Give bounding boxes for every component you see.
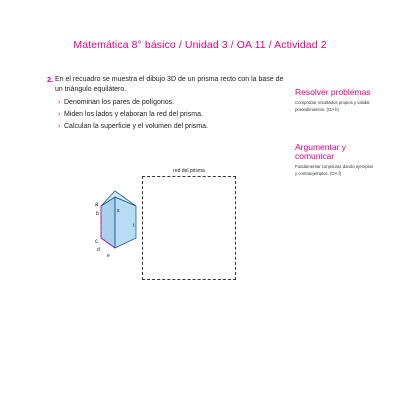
list-item-text: Miden los lados y elaboran la red del prisma.	[64, 111, 203, 118]
activity-list	[58, 97, 283, 133]
label-s: s	[117, 208, 120, 214]
list-item-text: Denominan los pares de polígonos.	[64, 99, 175, 106]
activity-statement: En el recuadro se muestra el dibujo 3D de un prisma recto con la base de un triángulo equilátero.	[55, 76, 284, 93]
page-title: Matemática 8° básico / Unidad 3 / OA 11 / Actividad 2	[73, 39, 327, 51]
skill-argumentar-comunicar	[295, 143, 375, 177]
skill-description: Fundamentar conjeturas dando ejemplos y contraejemplos. (OA f)	[295, 164, 374, 176]
label-e: e	[107, 253, 110, 259]
prism-figure	[90, 185, 150, 265]
grid-label: red del prisma	[173, 168, 205, 174]
label-t: t	[133, 223, 135, 229]
label-b: b	[96, 211, 99, 217]
activity-number: 2.	[47, 75, 54, 84]
list-item	[58, 97, 283, 109]
list-item	[58, 121, 283, 133]
skill-heading: Resolver problemas	[295, 87, 371, 97]
chevron-right-icon: ›	[58, 123, 61, 130]
skill-heading: Argumentar y comunicar	[295, 142, 347, 161]
chevron-right-icon: ›	[58, 111, 61, 118]
list-item	[58, 109, 283, 121]
label-d: d	[97, 247, 100, 253]
skill-resolver-problemas	[295, 88, 375, 113]
skill-description: Comprobar resultados propios y validar procedimientos. (OA b)	[295, 100, 370, 112]
net-drawing-area[interactable]	[142, 176, 236, 280]
label-a: a	[95, 202, 99, 208]
chevron-right-icon: ›	[58, 99, 61, 106]
list-item-text: Calculan la superficie y el volumen del prisma.	[64, 123, 208, 130]
label-c: c	[95, 239, 98, 245]
